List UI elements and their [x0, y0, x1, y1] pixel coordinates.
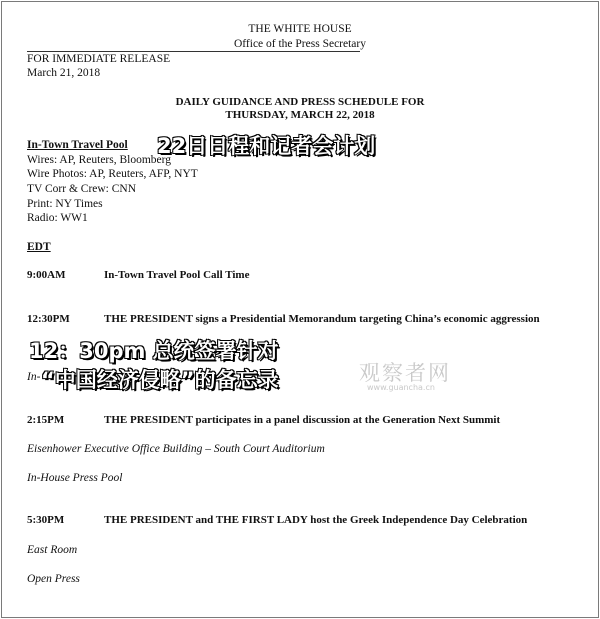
caption-mid-line1: 12：30pm 总统签署针对 — [29, 339, 279, 363]
event-title: THE PRESIDENT signs a Presidential Memorandum targeting China’s economic aggression — [104, 313, 540, 325]
release-label: FOR IMMEDIATE RELEASE — [27, 53, 171, 65]
event-title: THE PRESIDENT participates in a panel discussion at the Generation Next Summit — [104, 414, 501, 426]
event-time: 5:30PM — [27, 514, 65, 526]
watermark-url: www.guancha.cn — [367, 383, 435, 392]
org-name: THE WHITE HOUSE — [248, 23, 352, 35]
pool-line: Wire Photos: AP, Reuters, AFP, NYT — [27, 168, 198, 180]
event-coverage: Open Press — [27, 573, 80, 585]
release-date: March 21, 2018 — [27, 67, 101, 79]
office-name: Office of the Press Secretary — [234, 38, 366, 50]
event-time: 9:00AM — [27, 269, 66, 281]
event-coverage: In-House Press Pool — [27, 472, 123, 484]
schedule-title-line1: DAILY GUIDANCE AND PRESS SCHEDULE FOR — [175, 96, 425, 108]
caption-mid-line2: “中国经济侵略”的备忘录 — [41, 368, 279, 392]
pool-line: Print: NY Times — [27, 198, 103, 210]
pool-line: Radio: WW1 — [27, 212, 88, 224]
pool-heading: In-Town Travel Pool — [27, 139, 128, 151]
event-title: In-Town Travel Pool Call Time — [104, 269, 250, 281]
watermark-logo: 观察者网 — [359, 361, 451, 385]
event-location: Eisenhower Executive Office Building – South Court Auditorium — [27, 443, 325, 455]
pool-line: TV Corr & Crew: CNN — [27, 183, 137, 195]
timezone-label: EDT — [27, 241, 51, 253]
event-time: 12:30PM — [27, 313, 70, 325]
event-time: 2:15PM — [27, 414, 65, 426]
schedule-title-line2: THURSDAY, MARCH 22, 2018 — [225, 109, 375, 121]
event-location: East Room — [27, 544, 78, 556]
caption-top: 22日日程和记者会计划 — [157, 134, 376, 158]
event-location-partial: In- — [27, 371, 41, 383]
pool-line: Wires: AP, Reuters, Bloomberg — [27, 154, 172, 166]
event-title: THE PRESIDENT and THE FIRST LADY host the Greek Independence Day Celebration — [104, 514, 528, 526]
